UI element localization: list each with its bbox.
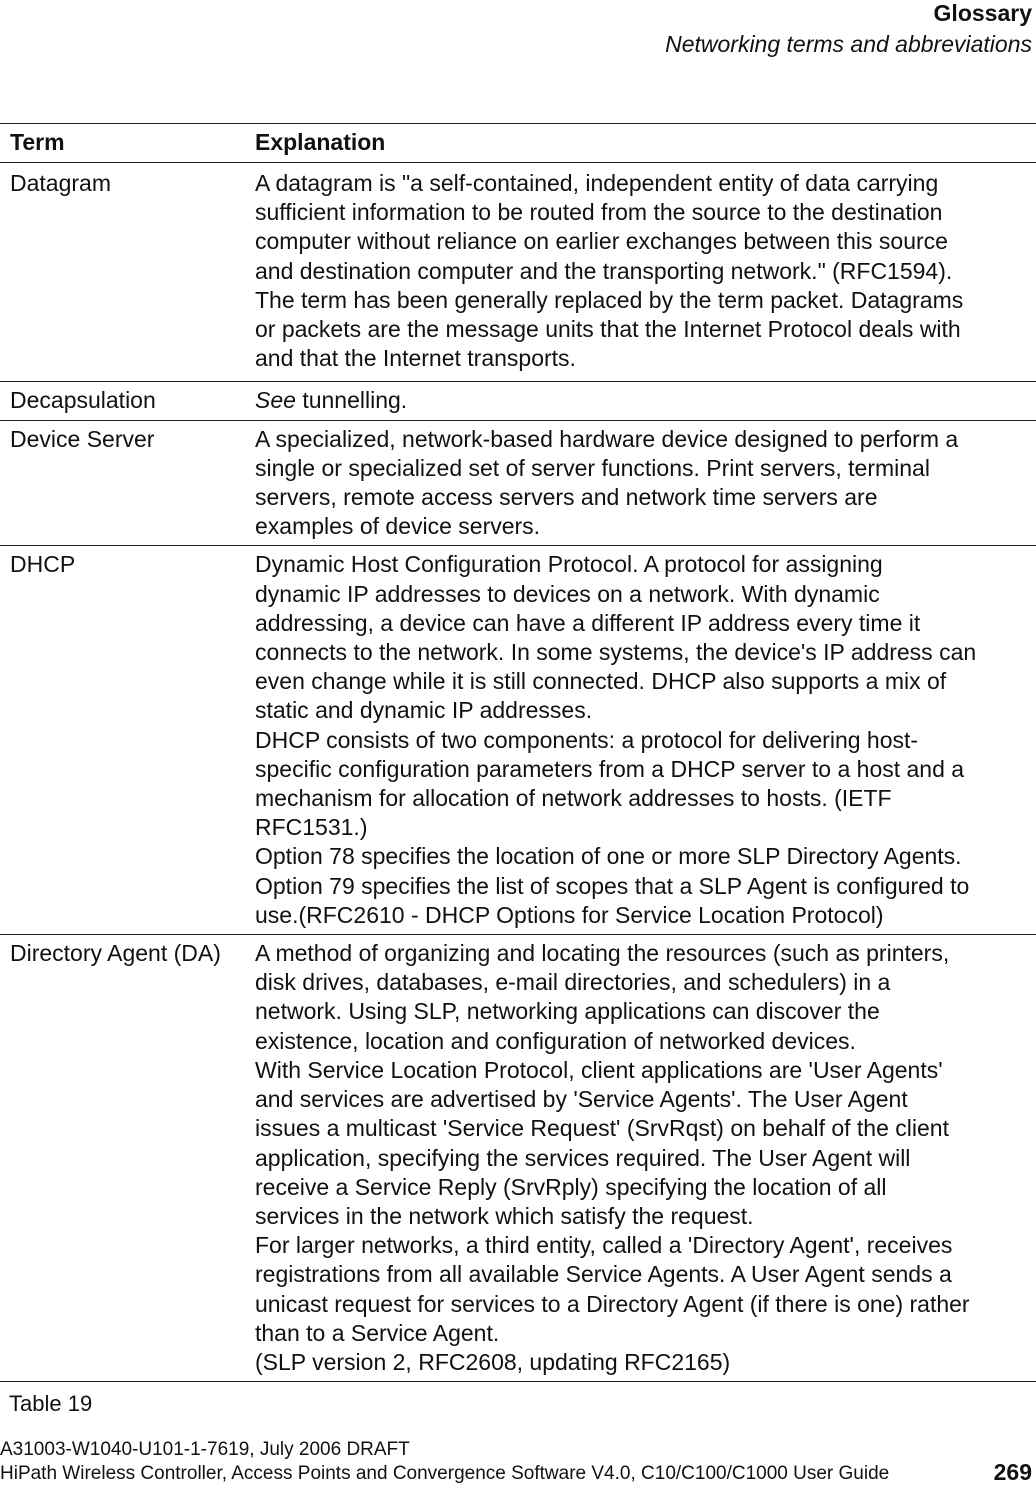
explanation-cell: [255, 935, 1036, 1382]
term-cell: Device Server: [0, 420, 255, 546]
explanation-line: disk drives, databases, e-mail directories, and schedulers) in a: [255, 969, 891, 996]
explanation-line: and that the Internet transports.: [255, 345, 576, 372]
explanation-line: A method of organizing and locating the resources (such as printers,: [255, 940, 950, 967]
explanation-line: servers, remote access servers and network time servers are: [255, 484, 878, 511]
explanation-line: issues a multicast 'Service Request' (SrvRqst) on behalf of the client: [255, 1115, 949, 1142]
explanation-line: With Service Location Protocol, client applications are 'User Agents': [255, 1056, 943, 1083]
explanation-text: tunnelling.: [295, 387, 408, 414]
term-cell: Decapsulation: [0, 382, 255, 420]
explanation-cell: [255, 546, 1036, 935]
explanation-line: network. Using SLP, networking applications can discover the: [255, 998, 880, 1025]
explanation-line: use.(RFC2610 - DHCP Options for Service Location Protocol): [255, 901, 884, 928]
explanation-line: and services are advertised by 'Service Agents'. The User Agent: [255, 1086, 908, 1113]
glossary-table: [0, 123, 1036, 1382]
explanation-line: application, specifying the services required. The User Agent will: [255, 1144, 911, 1171]
explanation-line: Option 78 specifies the location of one or more SLP Directory Agents.: [255, 843, 962, 870]
explanation-cell: [255, 420, 1036, 546]
explanation-line: A specialized, network-based hardware device designed to perform a: [255, 425, 959, 452]
explanation-line: DHCP consists of two components: a protocol for delivering host-: [255, 726, 919, 753]
term-cell: Datagram: [0, 163, 255, 382]
table-caption: Table 19: [9, 1391, 93, 1416]
table-row: [0, 163, 1036, 382]
explanation-line: and destination computer and the transporting network." (RFC1594).: [255, 257, 953, 284]
footer-doc-id: A31003-W1040-U101-1-7619, July 2006 DRAFT: [0, 1439, 410, 1460]
explanation-line: than to a Service Agent.: [255, 1319, 500, 1346]
explanation-line: static and dynamic IP addresses.: [255, 697, 593, 724]
explanation-cell: [255, 163, 1036, 382]
explanation-line: computer without reliance on earlier exchanges between this source: [255, 228, 948, 255]
table-row: [0, 382, 1036, 420]
explanation-cell: [255, 382, 1036, 420]
explanation-line: receive a Service Reply (SrvRply) specifying the location of all: [255, 1173, 887, 1200]
explanation-line: services in the network which satisfy the request.: [255, 1202, 754, 1229]
column-header-term: Term: [0, 124, 255, 163]
explanation-line: [255, 386, 1036, 415]
explanation-line: or packets are the message units that the Internet Protocol deals with: [255, 316, 961, 343]
explanation-line: Option 79 specifies the list of scopes that a SLP Agent is configured to: [255, 872, 970, 899]
column-header-explanation: Explanation: [255, 124, 1036, 163]
explanation-line: mechanism for allocation of network addresses to hosts. (IETF: [255, 785, 892, 812]
explanation-line: examples of device servers.: [255, 513, 541, 540]
explanation-line: The term has been generally replaced by the term packet. Datagrams: [255, 286, 964, 313]
table-row: [0, 546, 1036, 935]
term-cell: Directory Agent (DA): [0, 935, 255, 1382]
explanation-line: registrations from all available Service Agents. A User Agent sends a: [255, 1261, 952, 1288]
page-number: 269: [993, 1459, 1032, 1485]
explanation-line: connects to the network. In some systems, the device's IP address can: [255, 639, 977, 666]
page-header-subtitle: Networking terms and abbreviations: [665, 31, 1032, 57]
explanation-line: dynamic IP addresses to devices on a network. With dynamic: [255, 580, 880, 607]
explanation-line: A datagram is "a self-contained, independent entity of data carrying: [255, 170, 939, 196]
explanation-line: unicast request for services to a Directory Agent (if there is one) rather: [255, 1290, 970, 1317]
explanation-line: specific configuration parameters from a DHCP server to a host and a: [255, 755, 965, 782]
table-row: [0, 935, 1036, 1382]
page-header-title: Glossary: [933, 0, 1032, 26]
explanation-line: (SLP version 2, RFC2608, updating RFC2165): [255, 1348, 731, 1375]
footer-guide-title: HiPath Wireless Controller, Access Points and Convergence Software V4.0, C10/C100/C1000 User Guide: [0, 1463, 890, 1484]
explanation-line: existence, location and configuration of networked devices.: [255, 1027, 856, 1054]
table-header-row: [0, 124, 1036, 163]
explanation-line: single or specialized set of server functions. Print servers, terminal: [255, 454, 930, 481]
explanation-line: Dynamic Host Configuration Protocol. A protocol for assigning: [255, 551, 883, 578]
explanation-line: RFC1531.): [255, 814, 368, 841]
explanation-line: addressing, a device can have a different IP address every time it: [255, 609, 921, 636]
see-reference: See: [255, 387, 296, 414]
table-row: [0, 420, 1036, 546]
explanation-line: sufficient information to be routed from the source to the destination: [255, 199, 943, 226]
explanation-line: even change while it is still connected. DHCP also supports a mix of: [255, 668, 947, 695]
explanation-line: For larger networks, a third entity, called a 'Directory Agent', receives: [255, 1232, 953, 1259]
term-cell: DHCP: [0, 546, 255, 935]
